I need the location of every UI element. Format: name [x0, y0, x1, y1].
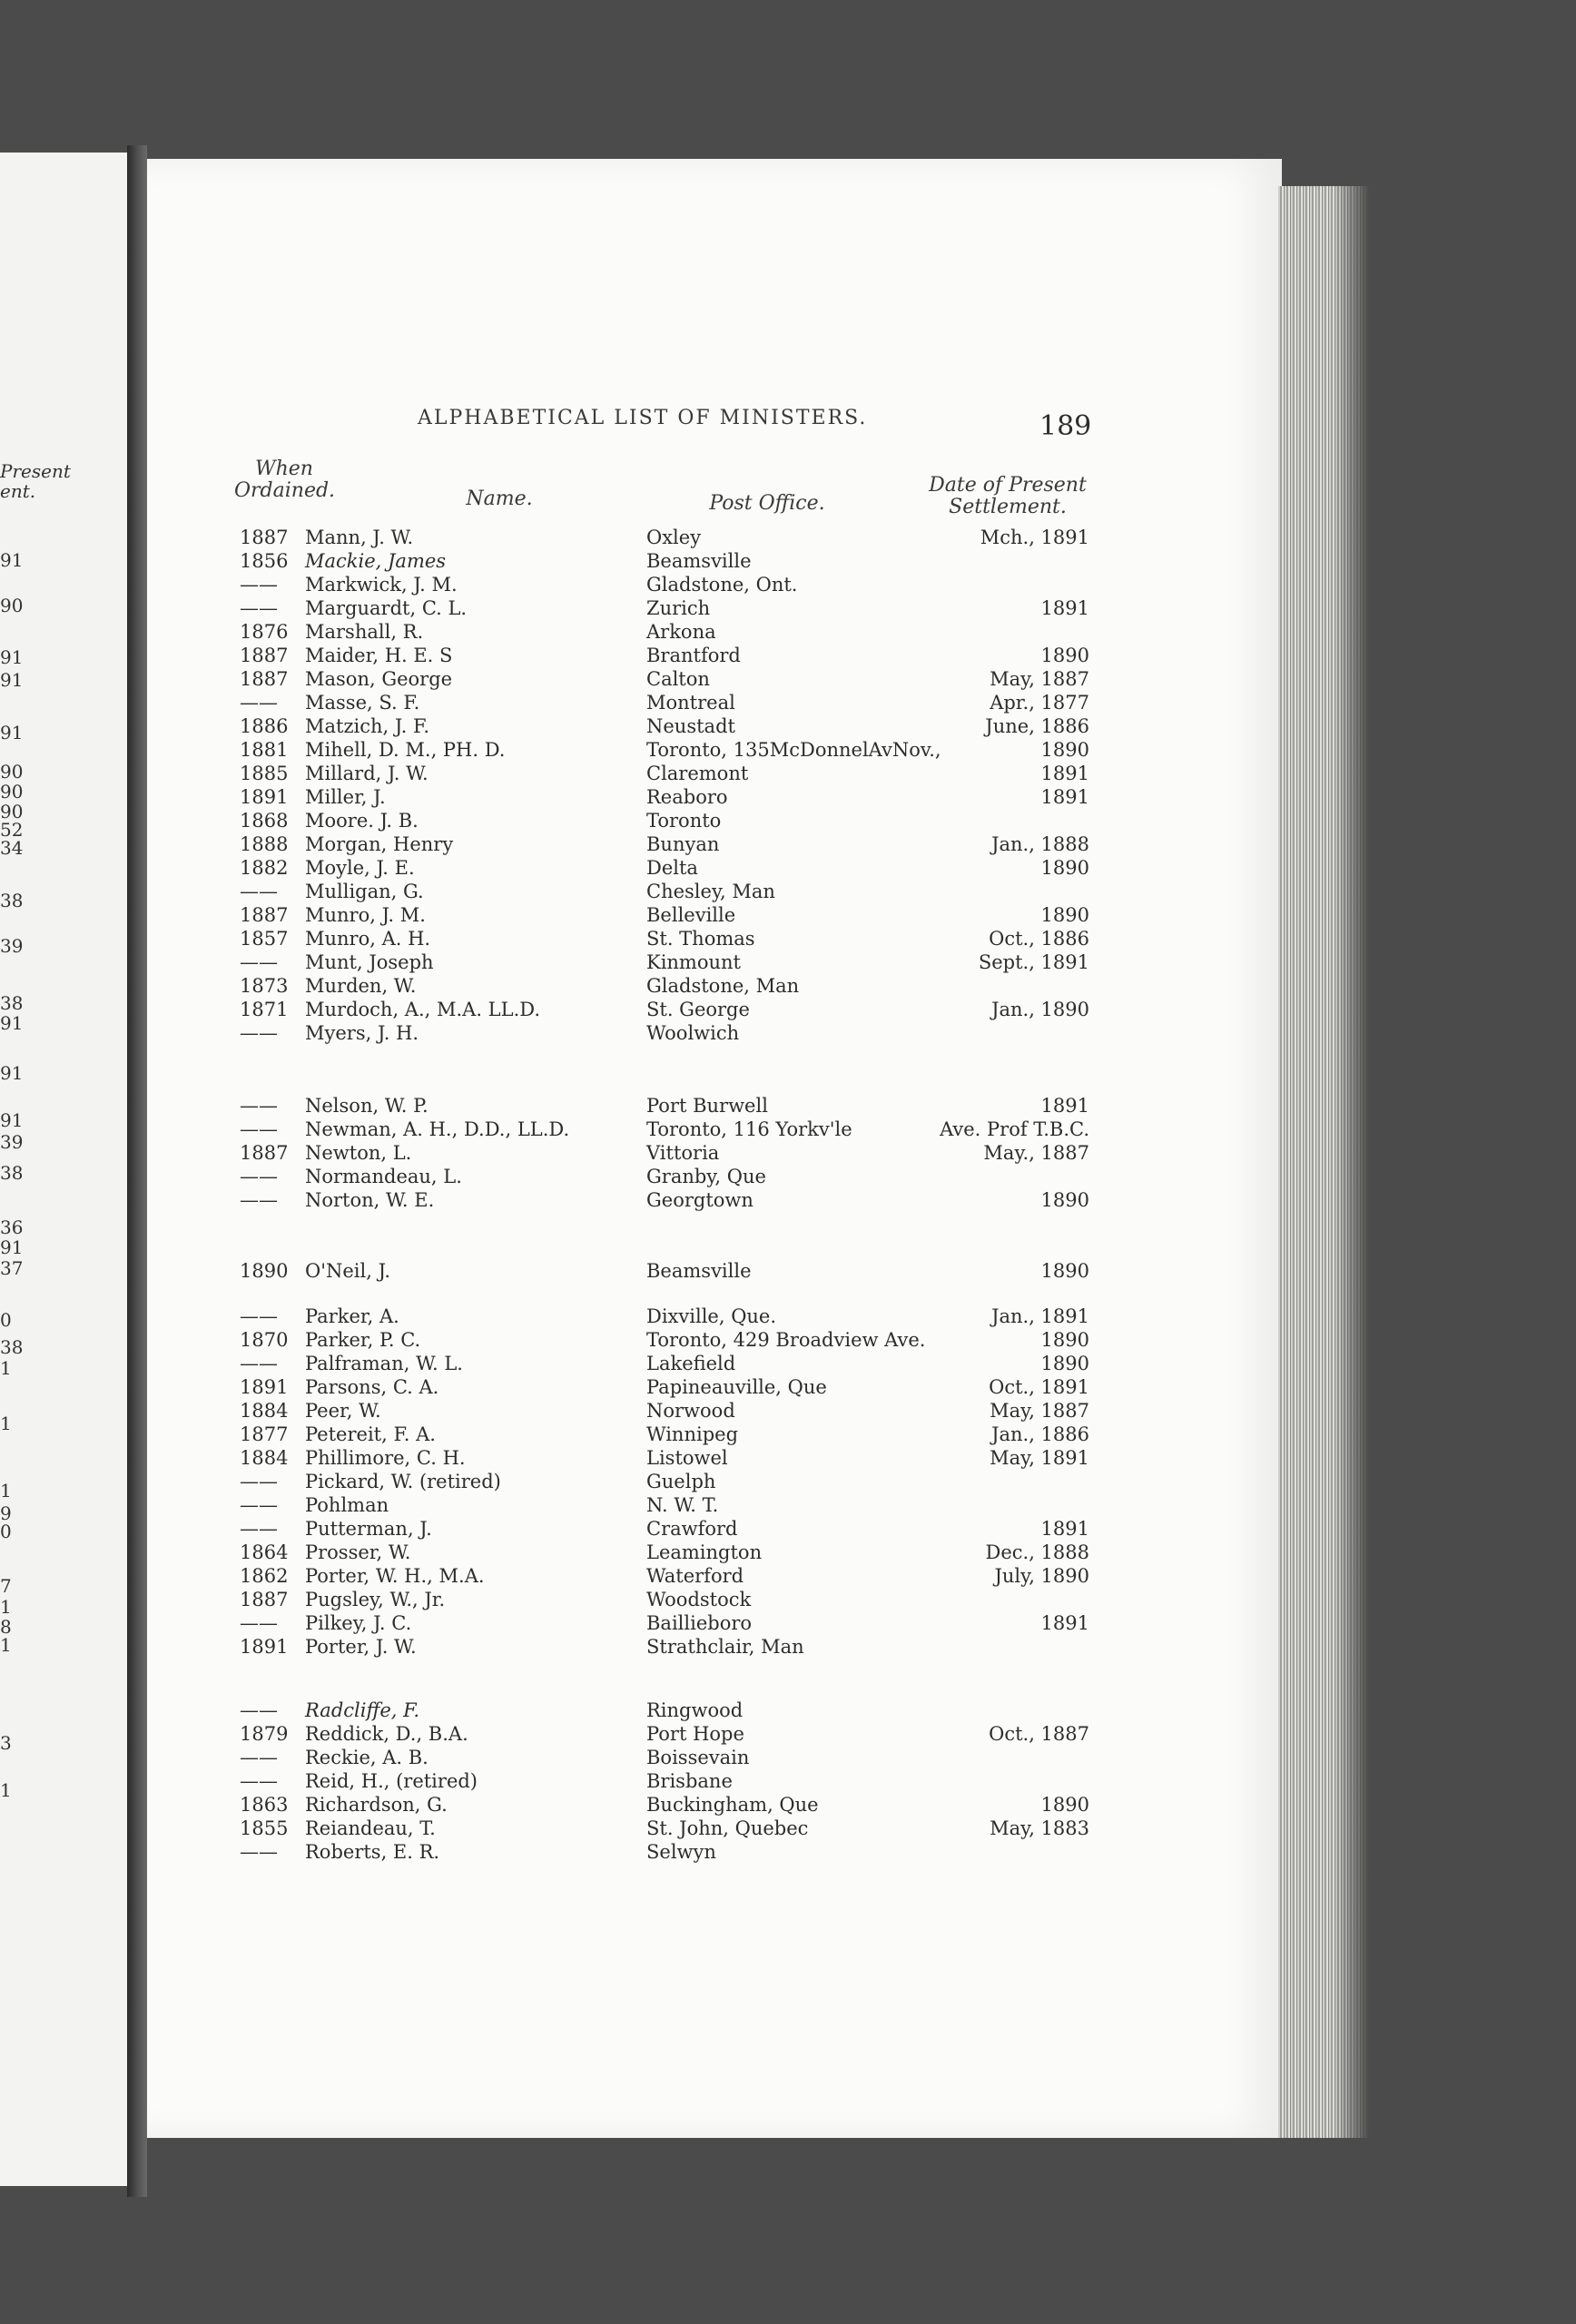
ordained-year: —— — [240, 1770, 278, 1792]
post-office: Gladstone, Ont. — [646, 574, 798, 596]
ordained-year: 1888 — [240, 833, 289, 855]
post-office: Toronto, 429 Broadview Ave. — [646, 1329, 926, 1351]
settlement-date: Ave. Prof T.B.C. — [940, 1118, 1089, 1140]
post-office: Calton — [646, 668, 710, 690]
ordained-year: 1868 — [240, 810, 289, 832]
minister-entry — [240, 1118, 1093, 1143]
minister-name: Pilkey, J. C. — [305, 1612, 412, 1634]
post-office: N. W. T. — [646, 1494, 719, 1516]
minister-entry — [240, 527, 1093, 551]
left-page-number: 3 — [0, 1732, 12, 1754]
ordained-year: 1882 — [240, 857, 289, 879]
column-header-settlement: Date of Present Settlement. — [929, 474, 1087, 518]
left-page-number: 91 — [0, 1236, 24, 1258]
left-page-number: 1 — [0, 1357, 12, 1379]
post-office: St. Thomas — [646, 928, 755, 950]
minister-name: Mann, J. W. — [305, 527, 414, 548]
ordained-year: —— — [240, 1095, 278, 1117]
page-edges — [1278, 186, 1369, 2138]
minister-name: Marshall, R. — [305, 621, 424, 643]
minister-name: Markwick, J. M. — [305, 574, 458, 596]
minister-entry — [240, 1817, 1093, 1842]
post-office: Beamsville — [646, 1260, 752, 1282]
settlement-date: 1890 — [1040, 1329, 1089, 1351]
ordained-year: —— — [240, 1841, 278, 1863]
settlement-date: 1890 — [1040, 1260, 1089, 1282]
left-page-number: 90 — [0, 761, 24, 783]
settlement-date: 1891 — [1040, 1095, 1089, 1117]
post-office: Waterford — [646, 1565, 744, 1587]
minister-name: Moyle, J. E. — [305, 857, 415, 879]
left-page-header: Present ent. — [0, 460, 71, 502]
post-office: Listowel — [646, 1447, 728, 1469]
left-page-number: 1 — [0, 1480, 12, 1502]
minister-entry — [240, 1376, 1093, 1401]
column-header-name: Name. — [466, 487, 533, 510]
minister-entry — [240, 928, 1093, 952]
minister-entry — [240, 668, 1093, 693]
post-office: Beamsville — [646, 550, 752, 572]
left-page-number: 52 — [0, 819, 24, 841]
settlement-date: May, 1891 — [990, 1447, 1089, 1469]
ordained-year: 1884 — [240, 1400, 289, 1422]
ordained-year: —— — [240, 1353, 278, 1374]
minister-entry — [240, 1518, 1093, 1542]
settlement-date: 1891 — [1040, 1518, 1089, 1540]
post-office: Belleville — [646, 904, 736, 926]
minister-name: Marguardt, C. L. — [305, 597, 468, 619]
ordained-year: —— — [240, 1494, 278, 1516]
ordained-year: 1886 — [240, 715, 289, 737]
ordained-year: 1871 — [240, 999, 289, 1020]
settlement-date: Sept., 1891 — [978, 951, 1089, 973]
post-office: Buckingham, Que — [646, 1794, 819, 1816]
post-office: Kinmount — [646, 951, 741, 973]
minister-name: Reiandeau, T. — [305, 1817, 436, 1839]
minister-name: Palframan, W. L. — [305, 1353, 463, 1374]
left-page-number: 36 — [0, 1216, 24, 1238]
settlement-date: Jan., 1890 — [991, 999, 1089, 1020]
minister-name: Phillimore, C. H. — [305, 1447, 466, 1469]
minister-name: Radcliffe, F. — [305, 1699, 420, 1721]
minister-name: Porter, J. W. — [305, 1636, 417, 1658]
ordained-year: —— — [240, 881, 278, 902]
settlement-date: Dec., 1888 — [985, 1541, 1089, 1563]
post-office: Papineauville, Que — [646, 1376, 827, 1398]
left-page-number: 7 — [0, 1575, 12, 1597]
minister-entry — [240, 904, 1093, 929]
left-page-number: 38 — [0, 1162, 24, 1184]
post-office: Oxley — [646, 527, 702, 548]
ordained-year: —— — [240, 1305, 278, 1327]
ordained-year: 1887 — [240, 668, 289, 690]
minister-entry — [240, 1494, 1093, 1519]
left-page-number: 38 — [0, 1336, 24, 1358]
ordained-year: 1891 — [240, 1376, 289, 1398]
minister-name: Murden, W. — [305, 975, 417, 997]
post-office: Georgtown — [646, 1189, 754, 1211]
minister-entry — [240, 1471, 1093, 1495]
settlement-date: Oct., 1891 — [989, 1376, 1089, 1398]
minister-name: Pugsley, W., Jr. — [305, 1589, 446, 1610]
column-header-ordained: When Ordained. — [234, 458, 336, 502]
post-office: Lakefield — [646, 1353, 736, 1374]
ordained-year: 1887 — [240, 904, 289, 926]
ordained-year: —— — [240, 1118, 278, 1140]
left-page-number: 90 — [0, 595, 24, 616]
running-head: ALPHABETICAL LIST OF MINISTERS. — [418, 407, 868, 429]
left-page-number: 90 — [0, 801, 24, 822]
minister-entry — [240, 951, 1093, 976]
ordained-year: —— — [240, 1189, 278, 1211]
left-page-number: 1 — [0, 1596, 12, 1618]
minister-entry — [240, 645, 1093, 669]
minister-name: Masse, S. F. — [305, 692, 420, 714]
column-header-post-office: Post Office. — [709, 492, 825, 515]
ordained-year: —— — [240, 1471, 278, 1492]
ordained-year: 1855 — [240, 1817, 289, 1839]
post-office: Port Burwell — [646, 1095, 768, 1117]
minister-entry — [240, 1770, 1093, 1795]
ordained-year: —— — [240, 1022, 278, 1044]
post-office: Strathclair, Man — [646, 1636, 804, 1658]
post-office: Vittoria — [646, 1142, 720, 1164]
minister-entry — [240, 1541, 1093, 1566]
minister-entry — [240, 597, 1093, 622]
minister-entry — [240, 786, 1093, 811]
post-office: Port Hope — [646, 1723, 744, 1745]
minister-entry — [240, 1305, 1093, 1330]
minister-name: Munt, Joseph — [305, 951, 434, 973]
post-office: Norwood — [646, 1400, 735, 1422]
left-page-number: 8 — [0, 1616, 12, 1638]
minister-name: Mihell, D. M., PH. D. — [305, 739, 506, 761]
minister-name: Millard, J. W. — [305, 763, 428, 784]
settlement-date: 1890 — [1040, 857, 1089, 879]
minister-name: Miller, J. — [305, 786, 386, 808]
minister-name: Morgan, Henry — [305, 833, 454, 855]
post-office: Woodstock — [646, 1589, 752, 1610]
left-page-fragment — [0, 153, 127, 2186]
settlement-date: May, 1887 — [990, 1400, 1089, 1422]
ordained-year: —— — [240, 951, 278, 973]
minister-entry — [240, 1329, 1093, 1354]
ordained-year: 1884 — [240, 1447, 289, 1469]
minister-entry — [240, 692, 1093, 716]
settlement-date: 1890 — [1040, 645, 1089, 666]
ordained-year: 1887 — [240, 1142, 289, 1164]
minister-entry — [240, 1095, 1093, 1119]
post-office: Gladstone, Man — [646, 975, 800, 997]
left-page-number: 37 — [0, 1257, 24, 1279]
settlement-date: Oct., 1887 — [989, 1723, 1089, 1745]
left-page-number: 0 — [0, 1309, 12, 1331]
post-office: Woolwich — [646, 1022, 740, 1044]
minister-name: Peer, W. — [305, 1400, 381, 1422]
ordained-year: —— — [240, 1166, 278, 1187]
minister-name: Mason, George — [305, 668, 453, 690]
ordained-year: 1887 — [240, 645, 289, 666]
minister-entry — [240, 1142, 1093, 1167]
minister-name: Munro, J. M. — [305, 904, 426, 926]
minister-name: Reckie, A. B. — [305, 1747, 428, 1768]
minister-entry — [240, 1565, 1093, 1590]
post-office: Leamington — [646, 1541, 763, 1563]
minister-name: Moore. J. B. — [305, 810, 419, 832]
ordained-year: —— — [240, 574, 278, 596]
settlement-date: May, 1887 — [990, 668, 1089, 690]
settlement-date: 1891 — [1040, 763, 1089, 784]
ordained-year: —— — [240, 1747, 278, 1768]
minister-entry — [240, 810, 1093, 834]
settlement-date: June, 1886 — [985, 715, 1089, 737]
ordained-year: —— — [240, 1518, 278, 1540]
left-page-number: 91 — [0, 549, 24, 571]
minister-name: Pickard, W. (retired) — [305, 1471, 501, 1492]
minister-entry — [240, 1794, 1093, 1818]
ordained-year: 1881 — [240, 739, 289, 761]
settlement-date: Mch., 1891 — [980, 527, 1089, 548]
settlement-date: 1891 — [1040, 786, 1089, 808]
ordained-year: 1870 — [240, 1329, 289, 1351]
post-office: Ringwood — [646, 1699, 744, 1721]
minister-entry — [240, 1423, 1093, 1448]
post-office: Toronto — [646, 810, 722, 832]
minister-name: Myers, J. H. — [305, 1022, 419, 1044]
minister-name: Munro, A. H. — [305, 928, 431, 950]
minister-entry — [240, 1612, 1093, 1637]
minister-name: Porter, W. H., M.A. — [305, 1565, 485, 1587]
minister-name: Newman, A. H., D.D., LL.D. — [305, 1118, 570, 1140]
left-page-number: 34 — [0, 837, 24, 859]
left-page-number: 91 — [0, 646, 24, 668]
ordained-year: 1873 — [240, 975, 289, 997]
minister-entry — [240, 1353, 1093, 1377]
post-office: Dixville, Que. — [646, 1305, 777, 1327]
minister-name: Reddick, D., B.A. — [305, 1723, 468, 1745]
ordained-year: 1887 — [240, 527, 289, 548]
left-page-number: 38 — [0, 992, 24, 1014]
minister-name: Roberts, E. R. — [305, 1841, 440, 1863]
settlement-date: Jan., 1886 — [991, 1423, 1089, 1445]
settlement-date: 1890 — [1040, 739, 1089, 761]
left-page-number: 38 — [0, 890, 24, 911]
post-office: Selwyn — [646, 1841, 716, 1863]
minister-entry — [240, 550, 1093, 575]
minister-entry — [240, 999, 1093, 1023]
minister-name: Newton, L. — [305, 1142, 412, 1164]
post-office: Toronto, 116 Yorkv'le — [646, 1118, 852, 1140]
settlement-date: 1890 — [1040, 1189, 1089, 1211]
settlement-date: 1891 — [1040, 1612, 1089, 1634]
post-office: Claremont — [646, 763, 749, 784]
ordained-year: 1891 — [240, 786, 289, 808]
settlement-date: Jan., 1888 — [991, 833, 1089, 855]
settlement-date: 1890 — [1040, 1794, 1089, 1816]
minister-entry — [240, 621, 1093, 645]
minister-entry — [240, 1447, 1093, 1472]
minister-entry — [240, 1400, 1093, 1424]
post-office: Brisbane — [646, 1770, 733, 1792]
minister-entry — [240, 857, 1093, 881]
minister-name: Pohlman — [305, 1494, 389, 1516]
left-page-number: 1 — [0, 1634, 12, 1656]
minister-name: Richardson, G. — [305, 1794, 448, 1816]
minister-name: Parker, A. — [305, 1305, 399, 1327]
minister-name: Putterman, J. — [305, 1518, 432, 1540]
minister-entry — [240, 1166, 1093, 1190]
ordained-year: 1890 — [240, 1260, 289, 1282]
minister-entry — [240, 574, 1093, 598]
left-page-number: 39 — [0, 1131, 24, 1153]
ordained-year: 1857 — [240, 928, 289, 950]
minister-entry — [240, 1589, 1093, 1613]
ordained-year: 1879 — [240, 1723, 289, 1745]
settlement-date: 1891 — [1040, 597, 1089, 619]
settlement-date: May, 1883 — [990, 1817, 1089, 1839]
minister-name: O'Neil, J. — [305, 1260, 391, 1282]
ordained-year: —— — [240, 692, 278, 714]
minister-name: Maider, H. E. S — [305, 645, 453, 666]
minister-name: Nelson, W. P. — [305, 1095, 428, 1117]
post-office: Winnipeg — [646, 1423, 739, 1445]
minister-name: Normandeau, L. — [305, 1166, 462, 1187]
ordained-year: 1864 — [240, 1541, 289, 1563]
settlement-date: May., 1887 — [983, 1142, 1089, 1164]
left-page-number: 9 — [0, 1502, 12, 1524]
left-page-number: 91 — [0, 669, 24, 691]
ordained-year: 1876 — [240, 621, 289, 643]
left-page-number: 39 — [0, 935, 24, 957]
ordained-year: 1863 — [240, 1794, 289, 1816]
settlement-date: July, 1890 — [994, 1565, 1089, 1587]
minister-entry — [240, 881, 1093, 905]
ordained-year: 1877 — [240, 1423, 289, 1445]
minister-name: Parsons, C. A. — [305, 1376, 439, 1398]
post-office: Delta — [646, 857, 698, 879]
post-office: Montreal — [646, 692, 735, 714]
ordained-year: 1891 — [240, 1636, 289, 1658]
ordained-year: 1862 — [240, 1565, 289, 1587]
minister-entry — [240, 1841, 1093, 1866]
post-office: Brantford — [646, 645, 741, 666]
left-page-number: 91 — [0, 1062, 24, 1084]
minister-name: Mulligan, G. — [305, 881, 424, 902]
ordained-year: —— — [240, 1612, 278, 1634]
minister-name: Reid, H., (retired) — [305, 1770, 478, 1792]
settlement-date: 1890 — [1040, 1353, 1089, 1374]
minister-entry — [240, 1189, 1093, 1214]
post-office: Bunyan — [646, 833, 720, 855]
minister-name: Matzich, J. F. — [305, 715, 429, 737]
settlement-date: Apr., 1877 — [990, 692, 1089, 714]
page-number: 189 — [1039, 410, 1092, 442]
post-office: Neustadt — [646, 715, 735, 737]
left-page-number: 0 — [0, 1521, 12, 1542]
ordained-year: —— — [240, 597, 278, 619]
post-office: Reaboro — [646, 786, 728, 808]
minister-name: Mackie, James — [305, 550, 447, 572]
minister-entry — [240, 739, 1093, 763]
minister-name: Parker, P. C. — [305, 1329, 421, 1351]
minister-entry — [240, 1022, 1093, 1047]
settlement-date: Oct., 1886 — [989, 928, 1089, 950]
minister-name: Norton, W. E. — [305, 1189, 435, 1211]
left-page-number: 91 — [0, 1012, 24, 1034]
minister-entry — [240, 1723, 1093, 1748]
minister-entry — [240, 833, 1093, 858]
post-office: Granby, Que — [646, 1166, 766, 1187]
book-gutter — [127, 145, 147, 2197]
minister-entry — [240, 975, 1093, 1000]
post-office: Zurich — [646, 597, 711, 619]
left-page-number: 1 — [0, 1413, 12, 1434]
minister-entry — [240, 763, 1093, 787]
ordained-year: 1856 — [240, 550, 289, 572]
left-page-number: 91 — [0, 722, 24, 743]
minister-name: Prosser, W. — [305, 1541, 411, 1563]
ordained-year: 1885 — [240, 763, 289, 784]
left-page-number: 91 — [0, 1109, 24, 1131]
ordained-year: 1887 — [240, 1589, 289, 1610]
post-office: Baillieboro — [646, 1612, 753, 1634]
minister-entry — [240, 715, 1093, 740]
minister-entry — [240, 1699, 1093, 1724]
post-office: St. John, Quebec — [646, 1817, 809, 1839]
settlement-date: 1890 — [1040, 904, 1089, 926]
post-office: Toronto, 135McDonnelAvNov., — [646, 739, 941, 761]
ordained-year: —— — [240, 1699, 278, 1721]
minister-entry — [240, 1260, 1093, 1285]
post-office: Chesley, Man — [646, 881, 775, 902]
post-office: Arkona — [646, 621, 716, 643]
minister-entry — [240, 1747, 1093, 1771]
minister-name: Petereit, F. A. — [305, 1423, 436, 1445]
minister-name: Murdoch, A., M.A. LL.D. — [305, 999, 541, 1020]
post-office: St. George — [646, 999, 750, 1020]
left-page-number: 1 — [0, 1779, 12, 1801]
settlement-date: Jan., 1891 — [991, 1305, 1089, 1327]
left-page-number: 90 — [0, 781, 24, 803]
post-office: Guelph — [646, 1471, 716, 1492]
post-office: Boissevain — [646, 1747, 750, 1768]
minister-entry — [240, 1636, 1093, 1660]
post-office: Crawford — [646, 1518, 738, 1540]
